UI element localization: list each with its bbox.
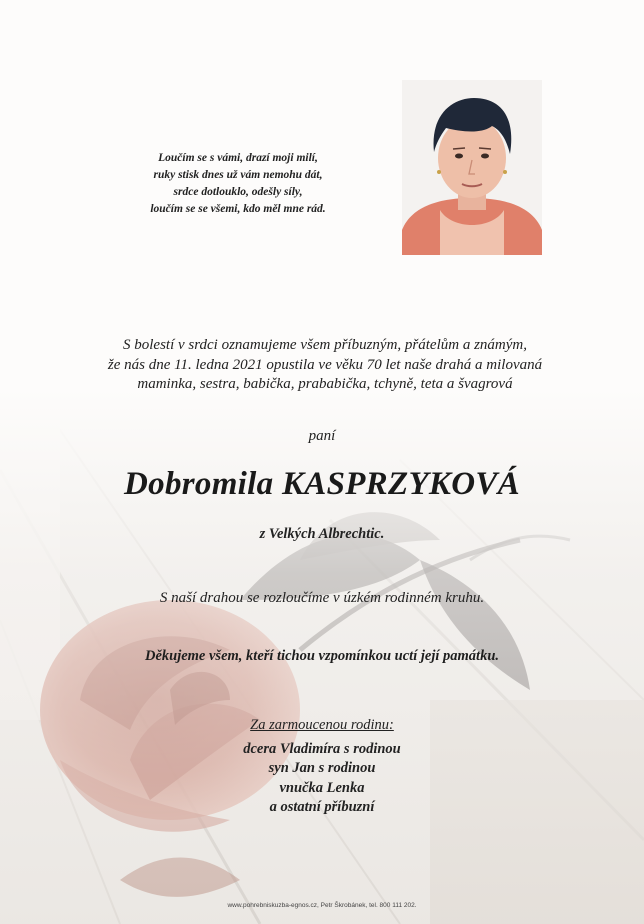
origin-place: z Velkých Albrechtic. xyxy=(259,526,385,542)
poem-line: loučím se se všemi, kdo měl mne rád. xyxy=(150,203,326,215)
mourners-list xyxy=(172,716,472,818)
thanks-notice: Děkujeme všem, kteří tichou vzpomínkou uctí její památku. xyxy=(144,648,500,664)
poem xyxy=(108,150,368,218)
portrait-illustration xyxy=(402,80,542,255)
announcement xyxy=(50,336,600,395)
farewell-notice: S naší drahou se rozloučíme v úzkém rodinném kruhu. xyxy=(159,590,485,606)
mourners-heading: Za zarmoucenou rodinu: xyxy=(250,717,394,733)
announcement-line: maminka, sestra, babička, prababička, tchyně, teta a švagrová xyxy=(137,376,513,392)
mourner-item: a ostatní příbuzní xyxy=(269,799,375,815)
poem-line: ruky stisk dnes už vám nemohu dát, xyxy=(153,169,323,181)
poem-line: srdce dotlouklo, odešly síly, xyxy=(173,186,303,198)
announcement-line: S bolestí v srdci oznamujeme všem příbuzným, přátelům a známým, xyxy=(123,337,527,353)
mourner-item: vnučka Lenka xyxy=(279,779,365,796)
mourner-item: dcera Vladimíra s rodinou xyxy=(243,740,401,757)
deceased-name: Dobromila KASPRZYKOVÁ xyxy=(124,466,520,502)
poem-line: Loučím se s vámi, drazí moji milí, xyxy=(158,152,318,164)
announcement-line: že nás dne 11. ledna 2021 opustila ve věku 70 let naše drahá a milovaná xyxy=(107,356,543,373)
footer-contact: www.pohrebniskuzba-egnos.cz, Petr Škrobánek, tel. 800 111 202. xyxy=(227,902,417,909)
honorific: paní xyxy=(308,428,336,444)
mourner-item: syn Jan s rodinou xyxy=(268,760,376,776)
portrait-photo xyxy=(402,80,542,255)
